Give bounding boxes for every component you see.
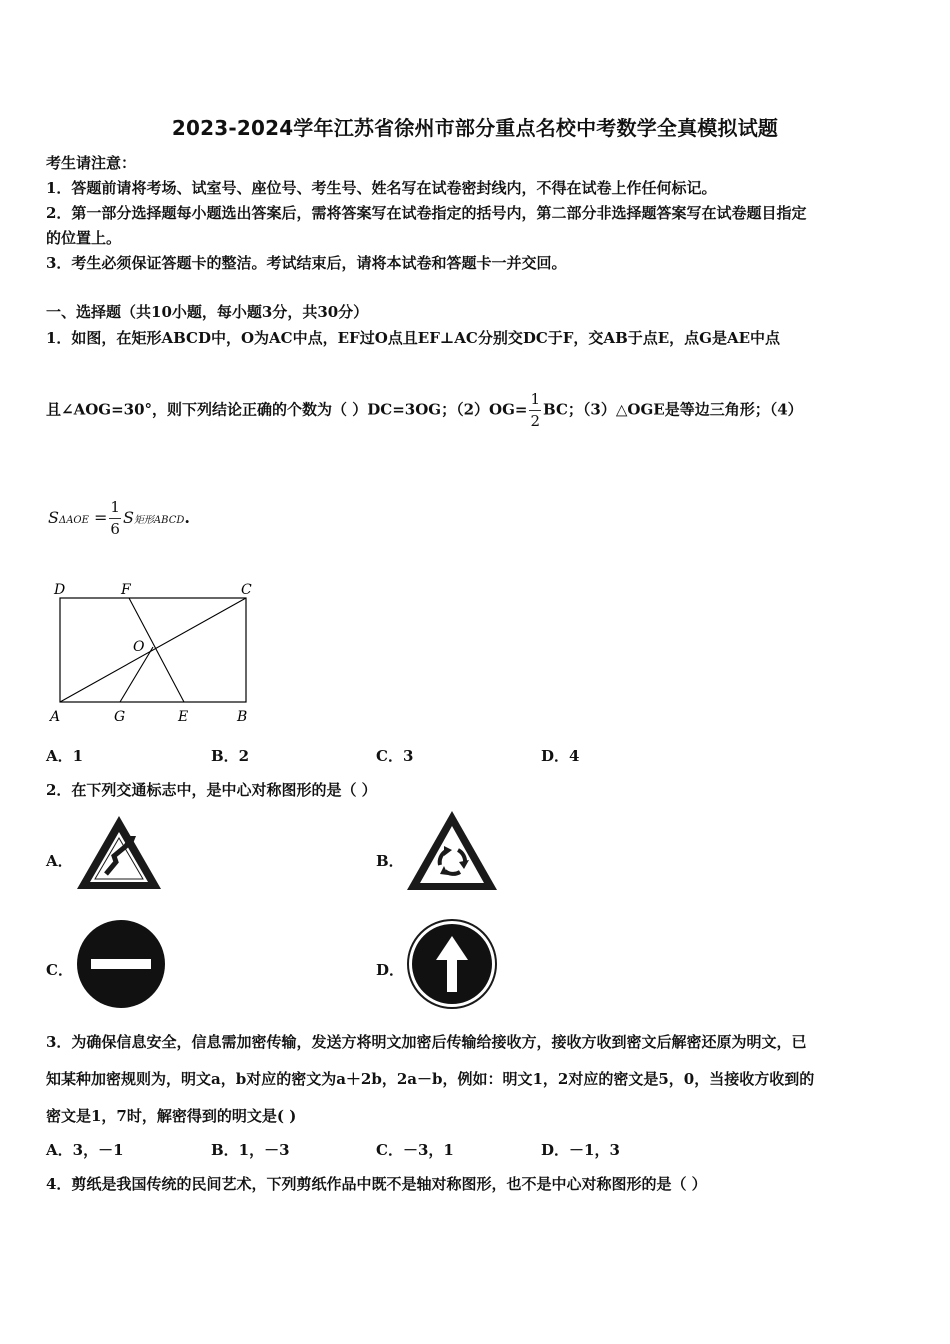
q1-half-fraction (529, 392, 541, 429)
notice-item-2-cont: 的位置上。 (46, 229, 122, 247)
q1-line2-part-a: 且∠AOG=30°，则下列结论正确的个数为（ ）DC=3OG；（2）OG= (46, 400, 528, 419)
formula-sub1: ΔAOE (58, 515, 89, 526)
section-heading: 一、选择题（共10小题，每小题3分，共30分） (46, 303, 369, 321)
label-g: G (114, 709, 126, 725)
formula-s1: S (48, 508, 59, 527)
label-d: D (54, 582, 66, 598)
formula-fraction (109, 500, 121, 537)
q1-stem-line2 (46, 392, 803, 429)
q4-stem: 4．剪纸是我国传统的民间艺术，下列剪纸作品中既不是轴对称图形，也不是中心对称图形的是（ ） (46, 1175, 707, 1193)
fraction-denominator: 2 (530, 412, 541, 430)
q3-option-c[interactable]: C．－3，1 (376, 1141, 454, 1159)
label-a: A (50, 709, 61, 725)
q2-option-a-label[interactable]: A． (46, 852, 73, 870)
q3-stem-line1: 3．为确保信息安全，信息需加密传输，发送方将明文加密后传输给接收方，接收方收到密文后解密还原为明文，已 (46, 1033, 807, 1051)
q1-rectangle-figure (44, 578, 264, 728)
formula-numerator: 1 (109, 500, 121, 519)
q1-line2-part-b: BC；（3）△OGE是等边三角形；（4） (543, 400, 803, 419)
q2-option-b-label[interactable]: B． (376, 852, 404, 870)
label-f: F (121, 582, 131, 598)
formula-equals: = (94, 508, 108, 527)
q1-option-c[interactable]: C．3 (376, 747, 414, 765)
notice-item-3: 3．考生必须保证答题卡的整洁。考试结束后，请将本试卷和答题卡一并交回。 (46, 254, 567, 272)
curve-warning-sign-icon[interactable] (74, 812, 164, 892)
formula-period: . (184, 508, 190, 527)
q3-option-d[interactable]: D．－1，3 (541, 1141, 620, 1159)
straight-ahead-sign-icon[interactable] (404, 918, 500, 1010)
q2-stem: 2．在下列交通标志中，是中心对称图形的是（ ） (46, 781, 377, 799)
q1-option-d[interactable]: D．4 (541, 747, 580, 765)
q2-option-d-label[interactable]: D． (376, 961, 405, 979)
notice-item-1: 1．答题前请将考场、试室号、座位号、考生号、姓名写在试卷密封线内，不得在试卷上作任何标记。 (46, 179, 717, 197)
label-o: O (133, 639, 145, 655)
q1-area-formula (48, 500, 190, 537)
no-entry-sign-icon[interactable] (74, 918, 168, 1010)
q3-stem-line3: 密文是1，7时，解密得到的明文是( ) (46, 1107, 297, 1125)
q3-stem-line2: 知某种加密规则为，明文a，b对应的密文为a＋2b，2a－b，例如：明文1，2对应的密文是5，0，当接收方收到的 (46, 1070, 815, 1088)
formula-s2: S (122, 508, 134, 527)
notice-item-2: 2．第一部分选择题每小题选出答案后，需将答案写在试卷指定的括号内，第二部分非选择题答案写在试卷题目指定 (46, 204, 807, 222)
q1-option-b[interactable]: B．2 (211, 747, 250, 765)
q1-stem-line1: 1．如图，在矩形ABCD中，O为AC中点，EF过O点且EF⊥AC分别交DC于F，交AB于点E，点G是AE中点 (46, 329, 781, 347)
segment-og (120, 647, 153, 702)
roundabout-warning-sign-icon[interactable] (404, 808, 500, 894)
formula-sub2: 矩形ABCD (133, 515, 185, 526)
label-e: E (178, 709, 189, 725)
label-b: B (237, 709, 248, 725)
diagonal-ac (60, 598, 246, 702)
q3-option-b[interactable]: B．1，－3 (211, 1141, 290, 1159)
q2-option-c-label[interactable]: C． (46, 961, 73, 979)
label-c: C (241, 582, 252, 598)
q3-option-a[interactable]: A．3，－1 (46, 1141, 124, 1159)
page-title: 2023-2024学年江苏省徐州市部分重点名校中考数学全真模拟试题 (171, 116, 779, 140)
q1-option-a[interactable]: A．1 (46, 747, 84, 765)
fraction-numerator: 1 (529, 392, 541, 411)
formula-denominator: 6 (110, 520, 120, 538)
notice-heading: 考生请注意： (46, 154, 137, 172)
